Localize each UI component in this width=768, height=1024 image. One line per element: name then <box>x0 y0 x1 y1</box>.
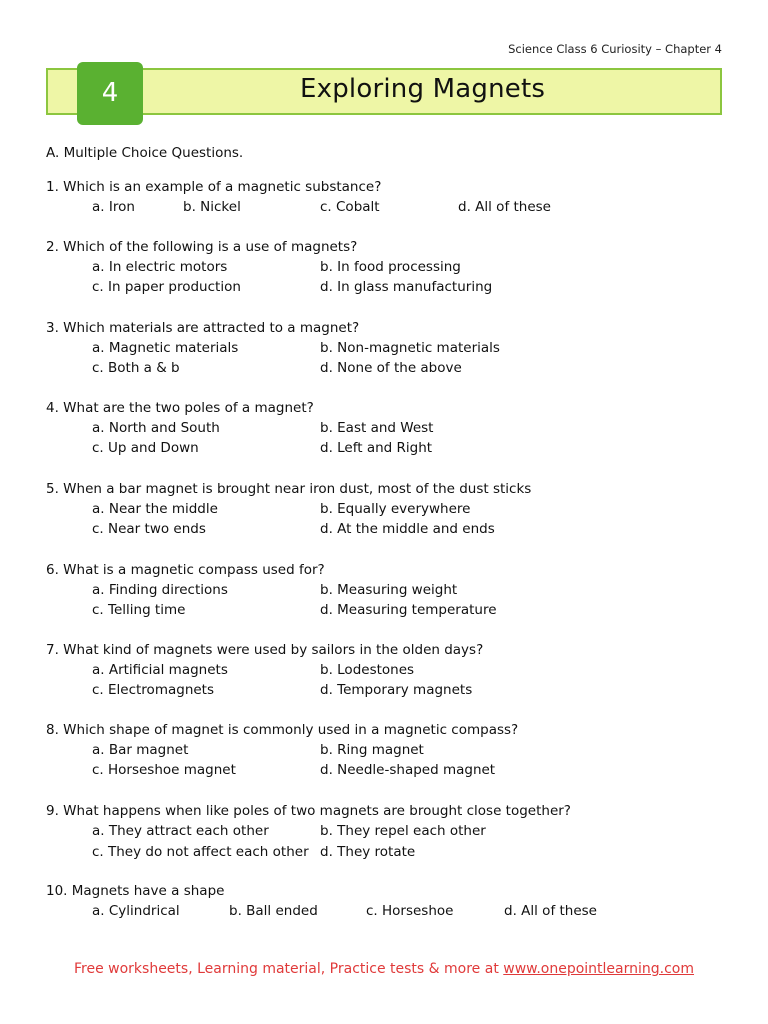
option-c: c. Electromagnets <box>92 682 215 698</box>
question-1 <box>46 179 736 241</box>
option-d: d. In glass manufacturing <box>320 279 493 295</box>
chapter-title: Exploring Magnets <box>300 74 546 104</box>
option-a: a. Iron <box>92 199 135 215</box>
question-5 <box>46 481 736 543</box>
question-3 <box>46 320 736 382</box>
option-a: a. They attract each other <box>92 823 269 839</box>
option-c: c. Horseshoe <box>366 903 454 919</box>
option-c: c. Up and Down <box>92 440 199 456</box>
option-a: a. Cylindrical <box>92 903 180 919</box>
header-subject-line: Science Class 6 Curiosity – Chapter 4 <box>508 42 722 56</box>
option-c: c. In paper production <box>92 279 241 295</box>
question-text: 5. When a bar magnet is brought near iron dust, most of the dust sticks <box>46 481 532 497</box>
question-9 <box>46 803 736 865</box>
option-b: b. Non-magnetic materials <box>320 340 500 356</box>
question-text: 1. Which is an example of a magnetic substance? <box>46 179 382 195</box>
question-text: 9. What happens when like poles of two magnets are brought close together? <box>46 803 571 819</box>
footer-text: Free worksheets, Learning material, Practice tests & more at <box>73 961 504 977</box>
option-d: d. Needle-shaped magnet <box>320 762 496 778</box>
option-b: b. They repel each other <box>320 823 486 839</box>
question-2 <box>46 239 736 301</box>
option-c: c. Horseshoe magnet <box>92 762 236 778</box>
option-a: a. Near the middle <box>92 501 218 517</box>
option-d: d. Left and Right <box>320 440 433 456</box>
option-d: d. At the middle and ends <box>320 521 495 537</box>
question-4 <box>46 400 736 462</box>
option-d: d. Temporary magnets <box>320 682 473 698</box>
option-d: d. All of these <box>504 903 597 919</box>
option-a: a. Artificial magnets <box>92 662 228 678</box>
option-c: c. Near two ends <box>92 521 206 537</box>
question-text: 6. What is a magnetic compass used for? <box>46 562 325 578</box>
question-8 <box>46 722 736 784</box>
question-7 <box>46 642 736 704</box>
option-b: b. Ring magnet <box>320 742 424 758</box>
option-a: a. Finding directions <box>92 582 228 598</box>
option-b: b. Nickel <box>183 199 241 215</box>
option-b: b. Measuring weight <box>320 582 458 598</box>
question-text: 10. Magnets have a shape <box>46 883 225 899</box>
option-b: b. East and West <box>320 420 434 436</box>
option-c: c. Cobalt <box>320 199 380 215</box>
option-c: c. They do not affect each other <box>92 844 309 860</box>
footer-promo <box>0 961 768 977</box>
question-text: 8. Which shape of magnet is commonly used in a magnetic compass? <box>46 722 519 738</box>
option-d: d. They rotate <box>320 844 416 860</box>
option-b: b. Lodestones <box>320 662 415 678</box>
question-text: 2. Which of the following is a use of magnets? <box>46 239 358 255</box>
option-b: b. In food processing <box>320 259 461 275</box>
option-c: c. Telling time <box>92 602 186 618</box>
question-text: 3. Which materials are attracted to a magnet? <box>46 320 360 336</box>
option-a: a. North and South <box>92 420 220 436</box>
option-a: a. In electric motors <box>92 259 228 275</box>
option-d: d. None of the above <box>320 360 462 376</box>
question-10 <box>46 883 736 945</box>
section-heading: A. Multiple Choice Questions. <box>46 145 244 161</box>
footer-website-link[interactable]: www.onepointlearning.com <box>503 961 695 977</box>
chapter-number-badge: 4 <box>77 62 143 125</box>
option-b: b. Ball ended <box>229 903 318 919</box>
option-d: d. All of these <box>458 199 551 215</box>
question-6 <box>46 562 736 624</box>
option-d: d. Measuring temperature <box>320 602 497 618</box>
option-b: b. Equally everywhere <box>320 501 471 517</box>
option-a: a. Magnetic materials <box>92 340 239 356</box>
option-c: c. Both a & b <box>92 360 180 376</box>
question-text: 7. What kind of magnets were used by sailors in the olden days? <box>46 642 484 658</box>
question-text: 4. What are the two poles of a magnet? <box>46 400 314 416</box>
option-a: a. Bar magnet <box>92 742 189 758</box>
